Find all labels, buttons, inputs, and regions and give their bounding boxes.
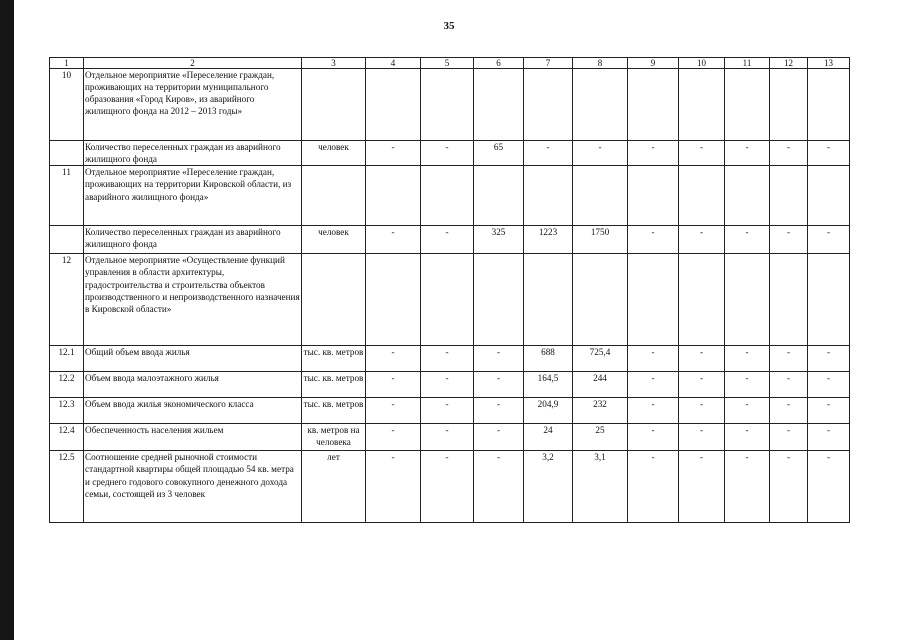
value-cell-col-8: 1750 [573,226,628,254]
value-cell-col-5: - [421,346,474,372]
value-cell-col-4: - [366,226,421,254]
unit-cell: человек [302,141,366,166]
value-cell-col-7: - [524,141,573,166]
value-cell-col-12: - [770,141,808,166]
unit-cell: тыс. кв. метров [302,346,366,372]
indicator-name-cell: Объем ввода малоэтажного жилья [84,372,302,398]
column-header-13: 13 [808,58,850,69]
value-cell-col-8: 232 [573,398,628,424]
unit-cell: кв. метров на человека [302,424,366,451]
column-header-7: 7 [524,58,573,69]
value-cell-col-6: - [474,451,524,523]
value-cell-col-5 [421,69,474,141]
value-cell-col-10: - [679,451,725,523]
column-header-2: 2 [84,58,302,69]
unit-cell: тыс. кв. метров [302,372,366,398]
value-cell-col-7: 164,5 [524,372,573,398]
value-cell-col-13: - [808,451,850,523]
value-cell-col-9: - [628,451,679,523]
value-cell-col-7: 204,9 [524,398,573,424]
value-cell-col-10: - [679,141,725,166]
value-cell-col-11: - [725,398,770,424]
value-cell-col-6 [474,254,524,346]
row-number-cell: 12.4 [50,424,84,451]
column-header-9: 9 [628,58,679,69]
unit-cell: тыс. кв. метров [302,398,366,424]
value-cell-col-13 [808,166,850,226]
value-cell-col-5: - [421,141,474,166]
row-number-cell [50,226,84,254]
table-row [50,69,850,141]
value-cell-col-10: - [679,226,725,254]
value-cell-col-8 [573,69,628,141]
value-cell-col-8 [573,166,628,226]
value-cell-col-5 [421,166,474,226]
column-header-12: 12 [770,58,808,69]
value-cell-col-6: 65 [474,141,524,166]
row-number-cell: 12.3 [50,398,84,424]
column-header-8: 8 [573,58,628,69]
value-cell-col-13: - [808,226,850,254]
unit-cell: человек [302,226,366,254]
value-cell-col-12 [770,69,808,141]
value-cell-col-11 [725,254,770,346]
column-header-6: 6 [474,58,524,69]
table-row [50,254,850,346]
value-cell-col-5: - [421,424,474,451]
value-cell-col-12 [770,166,808,226]
value-cell-col-11: - [725,451,770,523]
table-row [50,141,850,166]
value-cell-col-4: - [366,141,421,166]
row-number-cell: 12 [50,254,84,346]
value-cell-col-4 [366,166,421,226]
value-cell-col-9: - [628,424,679,451]
value-cell-col-11 [725,166,770,226]
value-cell-col-7 [524,69,573,141]
table-header [50,58,850,69]
column-header-1: 1 [50,58,84,69]
table-row [50,226,850,254]
value-cell-col-11: - [725,141,770,166]
value-cell-col-8: 725,4 [573,346,628,372]
value-cell-col-8: 3,1 [573,451,628,523]
value-cell-col-7 [524,254,573,346]
row-number-cell: 10 [50,69,84,141]
value-cell-col-10: - [679,424,725,451]
value-cell-col-7: 1223 [524,226,573,254]
table-row [50,424,850,451]
value-cell-col-8 [573,254,628,346]
value-cell-col-6: - [474,424,524,451]
indicator-name-cell: Количество переселенных граждан из аварийного жилищного фонда [84,141,302,166]
value-cell-col-7 [524,166,573,226]
value-cell-col-6: 325 [474,226,524,254]
value-cell-col-6: - [474,346,524,372]
value-cell-col-7: 24 [524,424,573,451]
table-body [50,69,850,523]
value-cell-col-10: - [679,372,725,398]
unit-cell [302,166,366,226]
table-row [50,451,850,523]
page-number: 35 [443,20,455,32]
column-header-4: 4 [366,58,421,69]
column-header-10: 10 [679,58,725,69]
table-row [50,346,850,372]
scan-binding-edge [0,0,14,640]
value-cell-col-6: - [474,398,524,424]
value-cell-col-11: - [725,424,770,451]
column-header-11: 11 [725,58,770,69]
value-cell-col-6 [474,69,524,141]
table-row [50,398,850,424]
value-cell-col-9 [628,166,679,226]
indicators-table-container [49,57,849,523]
value-cell-col-12: - [770,372,808,398]
value-cell-col-9: - [628,372,679,398]
value-cell-col-9: - [628,141,679,166]
value-cell-col-9: - [628,226,679,254]
unit-cell: лет [302,451,366,523]
value-cell-col-9: - [628,346,679,372]
table-row [50,166,850,226]
indicator-name-cell: Количество переселенных граждан из аварийного жилищного фонда [84,226,302,254]
value-cell-col-9 [628,69,679,141]
unit-cell [302,69,366,141]
value-cell-col-11: - [725,226,770,254]
value-cell-col-13 [808,254,850,346]
value-cell-col-10 [679,254,725,346]
value-cell-col-10: - [679,398,725,424]
indicator-name-cell: Соотношение средней рыночной стоимости стандартной квартиры общей площадью 54 кв. метра и среднего годового совокупного денежного дохода семьи, состоящей из 3 человек [84,451,302,523]
value-cell-col-4: - [366,424,421,451]
header-row [50,58,850,69]
value-cell-col-13: - [808,372,850,398]
value-cell-col-6: - [474,372,524,398]
value-cell-col-6 [474,166,524,226]
value-cell-col-10 [679,69,725,141]
value-cell-col-7: 3,2 [524,451,573,523]
value-cell-col-13: - [808,141,850,166]
value-cell-col-12 [770,254,808,346]
value-cell-col-12: - [770,226,808,254]
value-cell-col-5: - [421,398,474,424]
value-cell-col-8: 244 [573,372,628,398]
value-cell-col-13: - [808,346,850,372]
value-cell-col-13: - [808,398,850,424]
column-header-3: 3 [302,58,366,69]
value-cell-col-7: 688 [524,346,573,372]
value-cell-col-5: - [421,372,474,398]
row-number-cell [50,141,84,166]
row-number-cell: 11 [50,166,84,226]
value-cell-col-4: - [366,451,421,523]
value-cell-col-4: - [366,372,421,398]
indicators-table [49,57,850,523]
indicator-name-cell: Отдельное мероприятие «Осуществление функций управления в области архитектуры, градостроительства и строительства объектов производственного и непроизводственного назначения в Кировской области» [84,254,302,346]
indicator-name-cell: Отдельное мероприятие «Переселение граждан, проживающих на территории Кировской области, из аварийного жилищного фонда» [84,166,302,226]
row-number-cell: 12.5 [50,451,84,523]
value-cell-col-10: - [679,346,725,372]
table-row [50,372,850,398]
value-cell-col-10 [679,166,725,226]
value-cell-col-5: - [421,451,474,523]
value-cell-col-11: - [725,372,770,398]
column-header-5: 5 [421,58,474,69]
value-cell-col-4 [366,69,421,141]
indicator-name-cell: Объем ввода жилья экономического класса [84,398,302,424]
value-cell-col-11 [725,69,770,141]
value-cell-col-12: - [770,424,808,451]
value-cell-col-5 [421,254,474,346]
indicator-name-cell: Отдельное мероприятие «Переселение граждан, проживающих на территории муниципального образования «Город Киров», из аварийного жилищного фонда на 2012 – 2013 годы» [84,69,302,141]
value-cell-col-9: - [628,398,679,424]
value-cell-col-8: 25 [573,424,628,451]
value-cell-col-12: - [770,398,808,424]
value-cell-col-9 [628,254,679,346]
value-cell-col-4: - [366,346,421,372]
indicator-name-cell: Обеспеченность населения жильем [84,424,302,451]
row-number-cell: 12.1 [50,346,84,372]
unit-cell [302,254,366,346]
value-cell-col-8: - [573,141,628,166]
value-cell-col-12: - [770,346,808,372]
value-cell-col-13 [808,69,850,141]
value-cell-col-13: - [808,424,850,451]
row-number-cell: 12.2 [50,372,84,398]
value-cell-col-5: - [421,226,474,254]
value-cell-col-4: - [366,398,421,424]
value-cell-col-11: - [725,346,770,372]
value-cell-col-12: - [770,451,808,523]
value-cell-col-4 [366,254,421,346]
indicator-name-cell: Общий объем ввода жилья [84,346,302,372]
